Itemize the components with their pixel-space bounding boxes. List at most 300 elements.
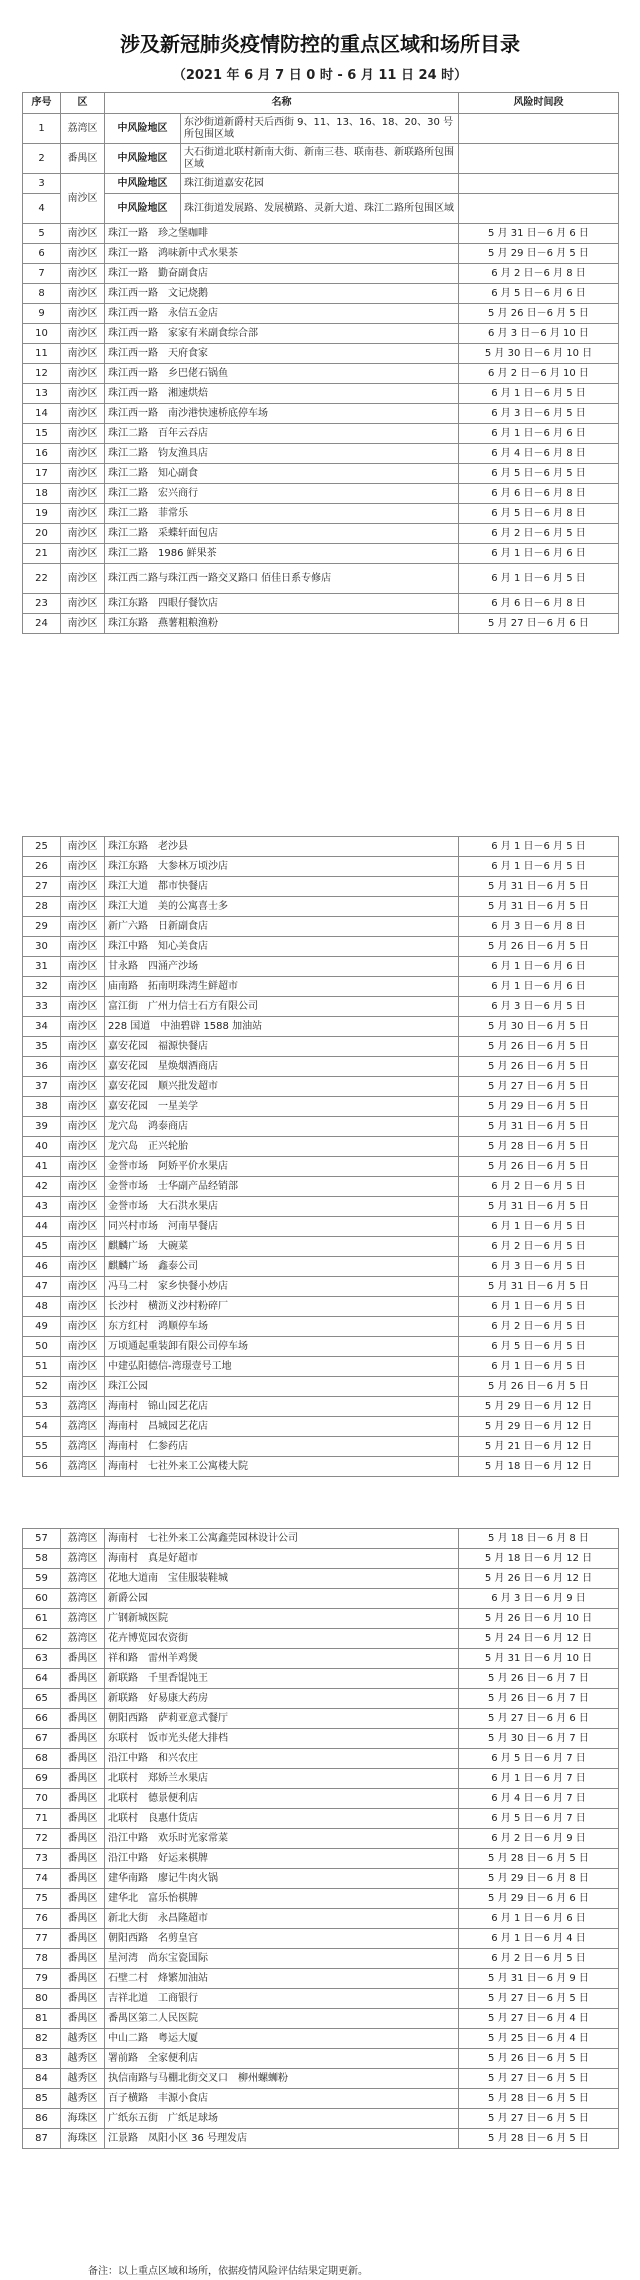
row-time: 5 月 31 日－6 月 5 日 — [459, 877, 619, 897]
row-index: 56 — [23, 1457, 61, 1477]
row-name: 珠江西一路 湘速烘焙 — [105, 384, 459, 404]
row-name: 珠江街道嘉安花园 — [181, 174, 459, 194]
row-name: 金誉市场 士华副产品经销部 — [105, 1177, 459, 1197]
row-time: 5 月 21 日－6 月 12 日 — [459, 1437, 619, 1457]
row-time: 5 月 18 日－6 月 12 日 — [459, 1457, 619, 1477]
row-index: 83 — [23, 2049, 61, 2069]
row-name: 广钢新城医院 — [105, 1609, 459, 1629]
row-time: 5 月 26 日－6 月 5 日 — [459, 937, 619, 957]
row-district: 南沙区 — [61, 384, 105, 404]
row-time: 6 月 1 日－6 月 7 日 — [459, 1769, 619, 1789]
row-time: 5 月 30 日－6 月 7 日 — [459, 1729, 619, 1749]
row-index: 80 — [23, 1989, 61, 2009]
row-district: 番禺区 — [61, 1889, 105, 1909]
row-time: 6 月 3 日－6 月 5 日 — [459, 404, 619, 424]
row-index: 3 — [23, 174, 61, 194]
row-time: 5 月 28 日－6 月 5 日 — [459, 1137, 619, 1157]
row-name: 嘉安花园 福源快餐店 — [105, 1037, 459, 1057]
risk-level: 中风险地区 — [105, 144, 181, 174]
row-index: 59 — [23, 1569, 61, 1589]
footnote: 备注：以上重点区域和场所，依据疫情风险评估结果定期更新。 — [88, 2266, 368, 2277]
row-time: 6 月 1 日－6 月 6 日 — [459, 544, 619, 564]
row-name: 珠江大道 美的公寓喜士多 — [105, 897, 459, 917]
row-name: 祥和路 雷州羊鸡煲 — [105, 1649, 459, 1669]
row-name: 珠江二路 百年云吞店 — [105, 424, 459, 444]
row-name: 星河湾 尚东宝瓷国际 — [105, 1949, 459, 1969]
row-time: 6 月 1 日－6 月 5 日 — [459, 384, 619, 404]
row-time: 6 月 1 日－6 月 5 日 — [459, 857, 619, 877]
row-district: 荔湾区 — [61, 1629, 105, 1649]
row-time: 6 月 1 日－6 月 5 日 — [459, 564, 619, 594]
table-row — [23, 304, 619, 324]
row-district: 荔湾区 — [61, 1609, 105, 1629]
table-row — [23, 1989, 619, 2009]
row-district: 荔湾区 — [61, 1569, 105, 1589]
row-time: 5 月 31 日－6 月 6 日 — [459, 224, 619, 244]
table-row — [23, 937, 619, 957]
row-district: 南沙区 — [61, 1117, 105, 1137]
table-row — [23, 1117, 619, 1137]
row-index: 72 — [23, 1829, 61, 1849]
row-time: 5 月 27 日－6 月 5 日 — [459, 2069, 619, 2089]
row-time: 6 月 5 日－6 月 5 日 — [459, 464, 619, 484]
row-time: 5 月 26 日－6 月 5 日 — [459, 2049, 619, 2069]
row-index: 78 — [23, 1949, 61, 1969]
table-row — [23, 1017, 619, 1037]
row-index: 46 — [23, 1257, 61, 1277]
table-row — [23, 1137, 619, 1157]
row-district: 荔湾区 — [61, 1437, 105, 1457]
row-district: 番禺区 — [61, 1969, 105, 1989]
header-index: 序号 — [23, 93, 61, 114]
row-time: 6 月 6 日－6 月 8 日 — [459, 484, 619, 504]
row-district: 南沙区 — [61, 997, 105, 1017]
row-time — [459, 194, 619, 224]
row-district: 南沙区 — [61, 344, 105, 364]
row-time: 6 月 1 日－6 月 6 日 — [459, 977, 619, 997]
table-row — [23, 1909, 619, 1929]
table-row — [23, 594, 619, 614]
row-district: 南沙区 — [61, 464, 105, 484]
row-time: 6 月 4 日－6 月 8 日 — [459, 444, 619, 464]
row-time: 6 月 3 日－6 月 8 日 — [459, 917, 619, 937]
row-index: 35 — [23, 1037, 61, 1057]
row-name: 珠江一路 鸿味新中式水果茶 — [105, 244, 459, 264]
table-row — [23, 2009, 619, 2029]
row-name: 新联路 千里香馄饨王 — [105, 1669, 459, 1689]
row-name: 江景路 凤阳小区 36 号理发店 — [105, 2129, 459, 2149]
row-time: 6 月 2 日－6 月 5 日 — [459, 1949, 619, 1969]
table-row — [23, 1929, 619, 1949]
row-district: 南沙区 — [61, 244, 105, 264]
row-index: 5 — [23, 224, 61, 244]
table-row — [23, 324, 619, 344]
row-name: 珠江一路 珍之堡咖啡 — [105, 224, 459, 244]
row-index: 24 — [23, 614, 61, 634]
row-district: 南沙区 — [61, 1237, 105, 1257]
row-index: 38 — [23, 1097, 61, 1117]
row-name: 建华北 富乐怡棋牌 — [105, 1889, 459, 1909]
row-district: 南沙区 — [61, 224, 105, 244]
row-name: 花卉博览园农资街 — [105, 1629, 459, 1649]
row-index: 81 — [23, 2009, 61, 2029]
row-index: 22 — [23, 564, 61, 594]
table-row — [23, 1889, 619, 1909]
row-name: 沿江中路 和兴农庄 — [105, 1749, 459, 1769]
table-row — [23, 957, 619, 977]
row-index: 6 — [23, 244, 61, 264]
table-row — [23, 1357, 619, 1377]
row-name: 建华南路 廖记牛肉火锅 — [105, 1869, 459, 1889]
row-district: 南沙区 — [61, 1297, 105, 1317]
table-row — [23, 404, 619, 424]
row-index: 49 — [23, 1317, 61, 1337]
row-time: 6 月 5 日－6 月 5 日 — [459, 1337, 619, 1357]
row-name: 珠江街道发展路、发展横路、灵新大道、珠江二路所包围区域 — [181, 194, 459, 224]
row-name: 朝阳西路 名剪皇宫 — [105, 1929, 459, 1949]
row-name: 珠江公园 — [105, 1377, 459, 1397]
row-district: 南沙区 — [61, 1077, 105, 1097]
row-time: 6 月 2 日－6 月 5 日 — [459, 1237, 619, 1257]
row-name: 署前路 全家便利店 — [105, 2049, 459, 2069]
row-name: 新联路 好易康大药房 — [105, 1689, 459, 1709]
row-name: 龙穴岛 鸿泰商店 — [105, 1117, 459, 1137]
row-name: 珠江二路 钧友渔具店 — [105, 444, 459, 464]
row-index: 9 — [23, 304, 61, 324]
row-name: 嘉安花园 一星美学 — [105, 1097, 459, 1117]
row-name: 珠江东路 四眼仔餐饮店 — [105, 594, 459, 614]
row-index: 79 — [23, 1969, 61, 1989]
row-index: 20 — [23, 524, 61, 544]
row-name: 长沙村 横沥义沙村粉碎厂 — [105, 1297, 459, 1317]
row-time: 5 月 27 日－6 月 5 日 — [459, 1077, 619, 1097]
row-index: 31 — [23, 957, 61, 977]
row-name: 珠江西一路 南沙港快速桥底停车场 — [105, 404, 459, 424]
row-index: 41 — [23, 1157, 61, 1177]
row-name: 庙南路 拓南明珠湾生鲜超市 — [105, 977, 459, 997]
table-row — [23, 1969, 619, 1989]
row-time: 6 月 6 日－6 月 8 日 — [459, 594, 619, 614]
row-district: 南沙区 — [61, 564, 105, 594]
table-row — [23, 1529, 619, 1549]
row-index: 68 — [23, 1749, 61, 1769]
row-index: 60 — [23, 1589, 61, 1609]
row-time: 6 月 3 日－6 月 10 日 — [459, 324, 619, 344]
table-row — [23, 1949, 619, 1969]
row-district: 南沙区 — [61, 1317, 105, 1337]
table-row — [23, 264, 619, 284]
row-district: 越秀区 — [61, 2069, 105, 2089]
row-index: 37 — [23, 1077, 61, 1097]
row-index: 15 — [23, 424, 61, 444]
row-index: 87 — [23, 2129, 61, 2149]
table-row — [23, 1729, 619, 1749]
table-row — [23, 544, 619, 564]
row-index: 62 — [23, 1629, 61, 1649]
table-row — [23, 344, 619, 364]
row-time: 5 月 31 日－6 月 10 日 — [459, 1649, 619, 1669]
row-time: 5 月 26 日－6 月 5 日 — [459, 1037, 619, 1057]
row-time: 5 月 26 日－6 月 12 日 — [459, 1569, 619, 1589]
row-district: 番禺区 — [61, 1789, 105, 1809]
row-name: 珠江西一路 永信五金店 — [105, 304, 459, 324]
row-index: 65 — [23, 1689, 61, 1709]
row-index: 11 — [23, 344, 61, 364]
table-row — [23, 424, 619, 444]
row-time: 5 月 26 日－6 月 5 日 — [459, 1057, 619, 1077]
row-name: 百子横路 丰源小食店 — [105, 2089, 459, 2109]
table-row — [23, 614, 619, 634]
row-district: 南沙区 — [61, 524, 105, 544]
table-row — [23, 1057, 619, 1077]
row-name: 珠江二路 采蝶轩面包店 — [105, 524, 459, 544]
table-row — [23, 1397, 619, 1417]
row-time: 5 月 27 日－6 月 6 日 — [459, 1709, 619, 1729]
risk-level: 中风险地区 — [105, 174, 181, 194]
row-time: 5 月 28 日－6 月 5 日 — [459, 1849, 619, 1869]
table-row — [23, 1297, 619, 1317]
row-time: 5 月 27 日－6 月 5 日 — [459, 2109, 619, 2129]
row-index: 13 — [23, 384, 61, 404]
row-district: 番禺区 — [61, 1689, 105, 1709]
row-name: 北联村 郑娇兰水果店 — [105, 1769, 459, 1789]
row-index: 39 — [23, 1117, 61, 1137]
row-index: 4 — [23, 194, 61, 224]
row-index: 50 — [23, 1337, 61, 1357]
row-index: 77 — [23, 1929, 61, 1949]
row-index: 76 — [23, 1909, 61, 1929]
row-district: 南沙区 — [61, 284, 105, 304]
table-row — [23, 2089, 619, 2109]
row-district: 番禺区 — [61, 144, 105, 174]
header-district: 区 — [61, 93, 105, 114]
row-index: 52 — [23, 1377, 61, 1397]
row-time: 6 月 2 日－6 月 5 日 — [459, 524, 619, 544]
row-name: 海南村 真是好超市 — [105, 1549, 459, 1569]
row-name: 广纸东五街 广纸足球场 — [105, 2109, 459, 2129]
row-index: 64 — [23, 1669, 61, 1689]
row-name: 石壁二村 烽繁加油站 — [105, 1969, 459, 1989]
table-row — [23, 1569, 619, 1589]
row-district: 南沙区 — [61, 324, 105, 344]
row-time: 5 月 29 日－6 月 5 日 — [459, 1097, 619, 1117]
row-district: 南沙区 — [61, 837, 105, 857]
row-index: 16 — [23, 444, 61, 464]
row-district: 番禺区 — [61, 1929, 105, 1949]
document-subtitle: （2021 年 6 月 7 日 0 时 - 6 月 11 日 24 时） — [172, 68, 468, 83]
row-district: 南沙区 — [61, 897, 105, 917]
table-row — [23, 1237, 619, 1257]
row-district: 南沙区 — [61, 1177, 105, 1197]
row-time: 5 月 18 日－6 月 8 日 — [459, 1529, 619, 1549]
table-row — [23, 877, 619, 897]
document-title: 涉及新冠肺炎疫情防控的重点区域和场所目录 — [120, 32, 520, 56]
table-row — [23, 997, 619, 1017]
row-district: 南沙区 — [61, 1017, 105, 1037]
table-row — [23, 1217, 619, 1237]
row-district: 番禺区 — [61, 1829, 105, 1849]
row-name: 富江街 广州力信士石方有限公司 — [105, 997, 459, 1017]
row-name: 龙穴岛 正兴轮胎 — [105, 1137, 459, 1157]
place-rows — [23, 224, 619, 634]
row-district: 南沙区 — [61, 917, 105, 937]
row-time: 6 月 5 日－6 月 7 日 — [459, 1749, 619, 1769]
row-time: 5 月 27 日－6 月 6 日 — [459, 614, 619, 634]
row-district: 番禺区 — [61, 1909, 105, 1929]
row-index: 58 — [23, 1549, 61, 1569]
row-name: 金誉市场 大石洪水果店 — [105, 1197, 459, 1217]
risk-level: 中风险地区 — [105, 194, 181, 224]
row-time: 6 月 2 日－6 月 5 日 — [459, 1177, 619, 1197]
row-time: 5 月 18 日－6 月 12 日 — [459, 1549, 619, 1569]
row-district: 南沙区 — [61, 264, 105, 284]
row-time: 5 月 26 日－6 月 5 日 — [459, 1377, 619, 1397]
row-name: 朝阳西路 萨莉亚意式餐厅 — [105, 1709, 459, 1729]
row-time: 5 月 31 日－6 月 5 日 — [459, 1117, 619, 1137]
row-district: 南沙区 — [61, 544, 105, 564]
row-time: 5 月 31 日－6 月 5 日 — [459, 1197, 619, 1217]
row-index: 17 — [23, 464, 61, 484]
row-name: 北联村 良惠什货店 — [105, 1809, 459, 1829]
row-index: 51 — [23, 1357, 61, 1377]
row-name: 珠江西一路 乡巴佬石锅鱼 — [105, 364, 459, 384]
row-time: 6 月 1 日－6 月 6 日 — [459, 424, 619, 444]
row-name: 万顷通起重装卸有限公司停车场 — [105, 1337, 459, 1357]
row-district: 番禺区 — [61, 2009, 105, 2029]
row-index: 55 — [23, 1437, 61, 1457]
row-district: 南沙区 — [61, 304, 105, 324]
table-row — [23, 1317, 619, 1337]
row-district: 荔湾区 — [61, 1457, 105, 1477]
row-name: 新北大街 永昌隆超市 — [105, 1909, 459, 1929]
row-name: 珠江二路 菲常乐 — [105, 504, 459, 524]
risk-area-row — [23, 114, 619, 144]
row-time: 5 月 29 日－6 月 8 日 — [459, 1869, 619, 1889]
row-index: 28 — [23, 897, 61, 917]
row-district: 南沙区 — [61, 957, 105, 977]
row-time: 6 月 3 日－6 月 9 日 — [459, 1589, 619, 1609]
row-district: 南沙区 — [61, 1157, 105, 1177]
row-time: 6 月 5 日－6 月 8 日 — [459, 504, 619, 524]
table-row — [23, 2129, 619, 2149]
place-rows — [23, 1529, 619, 2149]
row-name: 珠江二路 1986 鲜果茶 — [105, 544, 459, 564]
row-district: 南沙区 — [61, 404, 105, 424]
row-district: 南沙区 — [61, 1197, 105, 1217]
row-district: 越秀区 — [61, 2029, 105, 2049]
row-time: 5 月 24 日－6 月 12 日 — [459, 1629, 619, 1649]
row-index: 73 — [23, 1849, 61, 1869]
row-district: 南沙区 — [61, 877, 105, 897]
row-district: 南沙区 — [61, 1057, 105, 1077]
row-time: 5 月 28 日－6 月 5 日 — [459, 2129, 619, 2149]
row-district: 南沙区 — [61, 444, 105, 464]
risk-level: 中风险地区 — [105, 114, 181, 144]
row-time: 5 月 31 日－6 月 5 日 — [459, 897, 619, 917]
table-row — [23, 1437, 619, 1457]
row-district: 荔湾区 — [61, 114, 105, 144]
row-district: 南沙区 — [61, 1337, 105, 1357]
row-index: 29 — [23, 917, 61, 937]
row-index: 23 — [23, 594, 61, 614]
row-time: 5 月 29 日－6 月 12 日 — [459, 1397, 619, 1417]
row-name: 金誉市场 阿娇平价水果店 — [105, 1157, 459, 1177]
row-index: 66 — [23, 1709, 61, 1729]
row-index: 21 — [23, 544, 61, 564]
row-index: 54 — [23, 1417, 61, 1437]
row-index: 33 — [23, 997, 61, 1017]
row-name: 执信南路与马棚北街交叉口 柳州螺蛳粉 — [105, 2069, 459, 2089]
row-name: 228 国道 中油碧辟 1588 加油站 — [105, 1017, 459, 1037]
row-name: 海南村 七社外来工公寓楼大院 — [105, 1457, 459, 1477]
row-index: 26 — [23, 857, 61, 877]
table-row — [23, 1649, 619, 1669]
row-time — [459, 144, 619, 174]
row-name: 麒麟广场 鑫泰公司 — [105, 1257, 459, 1277]
table-row — [23, 1669, 619, 1689]
row-time: 5 月 27 日－6 月 5 日 — [459, 1989, 619, 2009]
row-index: 18 — [23, 484, 61, 504]
table-row — [23, 1629, 619, 1649]
table-row — [23, 1749, 619, 1769]
table-row — [23, 484, 619, 504]
table-row — [23, 1709, 619, 1729]
row-district: 荔湾区 — [61, 1397, 105, 1417]
row-index: 34 — [23, 1017, 61, 1037]
row-name: 珠江东路 老沙县 — [105, 837, 459, 857]
table-row — [23, 444, 619, 464]
row-index: 85 — [23, 2089, 61, 2109]
row-index: 27 — [23, 877, 61, 897]
table-row — [23, 1849, 619, 1869]
table-row — [23, 2029, 619, 2049]
table-row — [23, 977, 619, 997]
row-time: 6 月 1 日－6 月 6 日 — [459, 957, 619, 977]
row-index: 8 — [23, 284, 61, 304]
row-name: 东沙街道新爵村天后西街 9、11、13、16、18、20、30 号所包围区域 — [181, 114, 459, 144]
row-index: 47 — [23, 1277, 61, 1297]
row-name: 海南村 仁参药店 — [105, 1437, 459, 1457]
table-row — [23, 1769, 619, 1789]
row-district: 南沙区 — [61, 504, 105, 524]
row-time: 6 月 1 日－6 月 5 日 — [459, 1357, 619, 1377]
row-district: 南沙区 — [61, 424, 105, 444]
row-index: 7 — [23, 264, 61, 284]
row-index: 48 — [23, 1297, 61, 1317]
table-row — [23, 224, 619, 244]
row-name: 甘永路 四涌产沙场 — [105, 957, 459, 977]
row-name: 吉祥北道 工商银行 — [105, 1989, 459, 2009]
row-time: 6 月 1 日－6 月 6 日 — [459, 1909, 619, 1929]
row-district: 南沙区 — [61, 937, 105, 957]
place-rows — [23, 837, 619, 1477]
row-name: 珠江西一路 天府食家 — [105, 344, 459, 364]
row-time: 5 月 30 日－6 月 5 日 — [459, 1017, 619, 1037]
row-index: 70 — [23, 1789, 61, 1809]
row-time: 6 月 2 日－6 月 8 日 — [459, 264, 619, 284]
row-district: 南沙区 — [61, 1037, 105, 1057]
row-district: 番禺区 — [61, 1769, 105, 1789]
row-district: 番禺区 — [61, 1729, 105, 1749]
row-name: 番禺区第二人民医院 — [105, 2009, 459, 2029]
row-time: 6 月 4 日－6 月 7 日 — [459, 1789, 619, 1809]
row-time: 5 月 27 日－6 月 4 日 — [459, 2009, 619, 2029]
table-row — [23, 1337, 619, 1357]
row-index: 19 — [23, 504, 61, 524]
table-row — [23, 1277, 619, 1297]
row-index: 2 — [23, 144, 61, 174]
places-table-part-3 — [22, 1528, 619, 2149]
